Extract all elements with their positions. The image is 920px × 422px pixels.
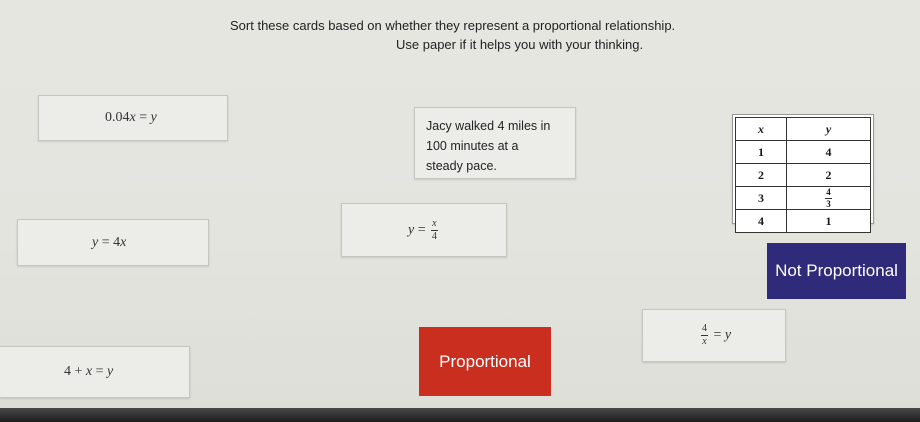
table-row [736,210,871,233]
fraction: $\frac{4}{3}$ [826,186,831,209]
table-cell-y: 1 [787,210,871,233]
card-equation-y-x-over-4[interactable] [341,203,507,257]
table-header-x: x [736,118,787,141]
card-equation-0-04x[interactable] [38,95,228,141]
table-cell-y: 4 [787,141,871,164]
not-proportional-zone[interactable] [767,243,906,299]
fraction: $\frac{x}{4}$ [431,217,437,242]
card-xy-table[interactable] [732,114,874,228]
table-cell-x: 4 [736,210,787,233]
table-header-y: y [787,118,871,141]
table-cell-y [787,187,871,210]
fraction: $\frac{4}{x}$ [702,323,707,347]
equation-text: y = $\frac{x}{4}$ [408,217,437,242]
equation-text: 0.04x = y [105,110,157,125]
table-cell-x: 2 [736,164,787,187]
card-equation-4-over-x[interactable] [642,309,786,362]
screen-bottom-edge [0,408,920,422]
table-row [736,141,871,164]
table-cell-x: 3 [736,187,787,210]
jacy-line-2: 100 minutes at a [426,139,519,153]
table-cell-x: 1 [736,141,787,164]
card-equation-4-plus-x[interactable] [0,346,190,398]
proportional-zone[interactable] [419,327,551,396]
equation-text: $\frac{4}{x}$ = y [702,323,732,347]
table-header-row [736,118,871,141]
instruction-subtext: Use paper if it helps you with your thinking. [396,37,644,52]
jacy-line-1: Jacy walked 4 miles in [426,119,551,133]
equation-text: y = 4x [92,234,127,250]
proportional-label: Proportional [439,351,531,371]
xy-table [735,117,871,233]
table-cell-y: 2 [787,164,871,187]
equation-text: 4 + x = y [64,364,114,379]
card-jacy-word-problem[interactable] [414,107,576,179]
table-row [736,164,871,187]
instruction-text: Sort these cards based on whether they represent a proportional relationship. [230,18,676,33]
table-row [736,187,871,210]
not-proportional-label: Not Proportional [775,261,898,280]
card-equation-y-4x[interactable] [17,219,209,266]
jacy-line-3: steady pace. [426,159,497,173]
